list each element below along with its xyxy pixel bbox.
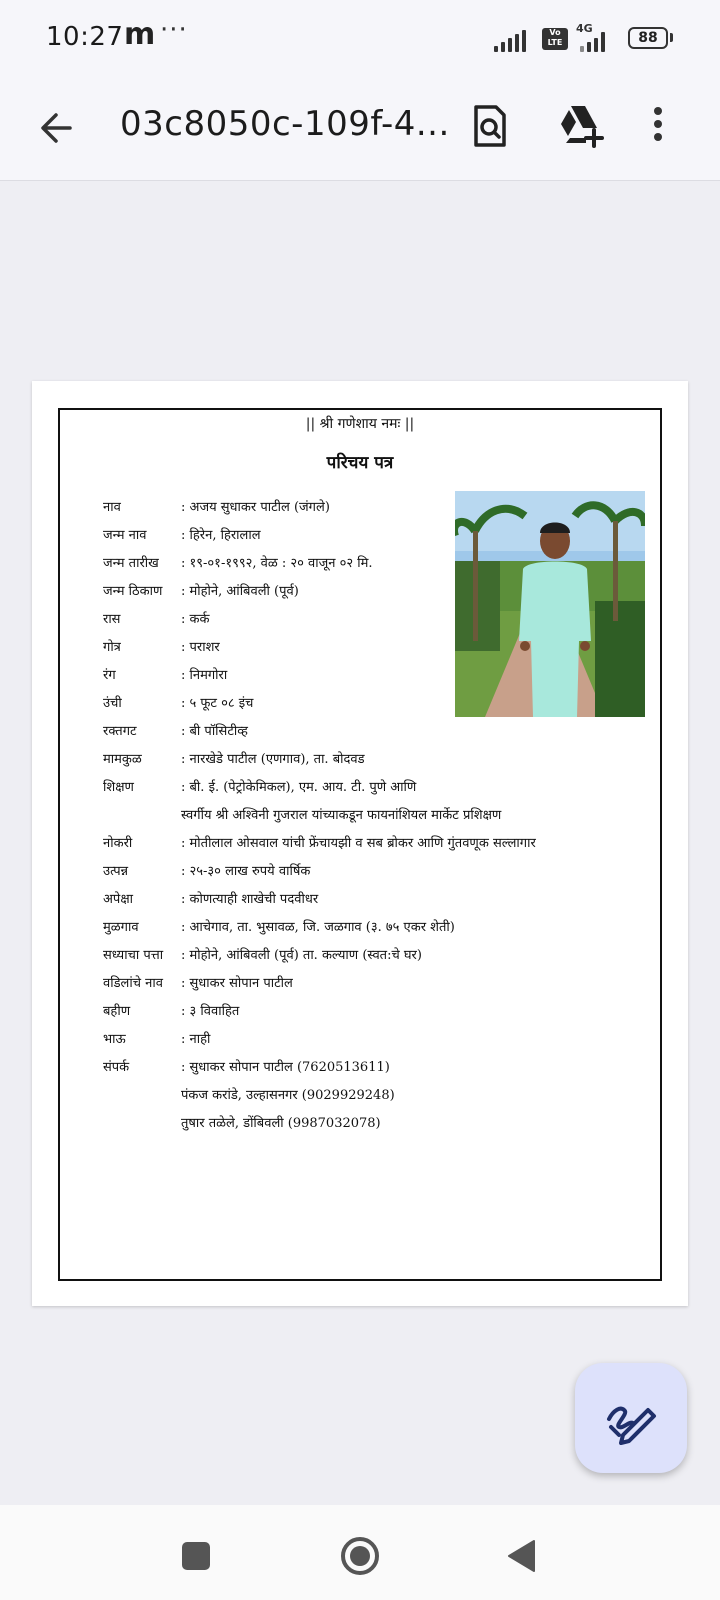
add-to-drive-button[interactable] [556,102,604,150]
recents-button[interactable] [180,1540,212,1572]
field-value: : ३ विवाहित [181,1004,240,1019]
field-label: सध्याचा पत्ता [103,948,164,963]
field-value: पंकज करांडे, उल्हासनगर (9029929248) [181,1088,395,1103]
field-value: : मोहोने, आंबिवली (पूर्व) [181,584,299,599]
field-value: : मोतीलाल ओसवाल यांची फ्रेंचायझी व सब ब्रोकर आणि गुंतवणूक सल्लागार [181,836,536,851]
field-label: जन्म ठिकाण [103,584,163,599]
profile-photo [455,491,645,717]
notification-icon: m [124,17,156,52]
more-notifications-icon: ··· [160,15,188,45]
more-options-button[interactable] [640,102,676,150]
field-label: मुळगाव [103,920,139,935]
back-button[interactable] [36,106,80,150]
field-value: : हिरेन, हिरालाल [181,528,261,543]
more-vert-icon [640,102,676,150]
field-label: भाऊ [103,1032,126,1047]
field-label: नाव [103,500,121,515]
field-label: संपर्क [103,1060,130,1075]
field-value: : नारखेडे पाटील (एणगाव), ता. बोदवड [181,752,365,767]
field-value: : २५-३० लाख रुपये वार्षिक [181,864,311,879]
field-value: : बी. ई. (पेट्रोकेमिकल), एम. आय. टी. पुणे आणि [181,780,417,795]
document-heading: परिचय पत्र [326,453,394,473]
edit-fab-button[interactable] [575,1363,687,1473]
field-value: : आचेगाव, ता. भुसावळ, जि. जळगाव (३. ७५ एकर शेती) [181,920,455,935]
field-value: : बी पॉसिटीव्ह [181,724,248,739]
field-label: बहीण [103,1004,131,1019]
field-label: शिक्षण [103,780,134,795]
field-label: उत्पन्न [103,864,129,879]
field-label: रक्तगट [103,724,137,739]
field-label: जन्म तारीख [103,556,159,571]
battery-tip [670,33,673,42]
navigation-bar [0,1505,720,1600]
arrow-left-icon [36,106,80,150]
status-bar [0,0,720,78]
home-circle-icon [340,1536,380,1576]
field-value: : पराशर [181,640,220,655]
document-frame [58,408,662,1281]
app-bar [0,78,720,181]
home-button[interactable] [340,1536,380,1576]
field-label: नोकरी [103,836,133,851]
back-nav-button[interactable] [506,1539,536,1573]
battery-icon: 88 [628,27,668,49]
field-value: स्वर्गीय श्री अश्विनी गुजराल यांच्याकडून फायनांशियल मार्केट प्रशिक्षण [181,808,502,823]
field-label: गोत्र [103,640,121,655]
network-type: 4G [576,22,593,35]
status-time: 10:27 [46,22,124,52]
field-label: उंची [103,696,122,711]
document-search-icon [466,102,514,150]
field-value: : ५ फूट ०८ इंच [181,696,254,711]
field-value: तुषार तळेले, डोंबिवली (9987032078) [181,1116,381,1131]
field-label: अपेक्षा [103,892,134,907]
field-label: रास [103,612,121,627]
document-title: 03c8050c-109f-4... [120,104,450,144]
field-value: : १९-०१-१९९२, वेळ : २० वाजून ०२ मि. [181,556,373,571]
square-icon [180,1540,212,1572]
field-value: : निमगोरा [181,668,228,683]
field-value: : अजय सुधाकर पाटील (जंगले) [181,500,330,515]
field-label: जन्म नाव [103,528,147,543]
invocation: || श्री गणेशाय नमः || [305,416,415,432]
field-value: : सुधाकर सोपान पाटील [181,976,293,991]
field-value: : मोहोने, आंबिवली (पूर्व) ता. कल्याण (स्वत:चे घर) [181,948,422,963]
drive-add-icon [556,102,604,150]
document-page[interactable] [32,381,688,1306]
field-label: वडिलांचे नाव [103,976,163,991]
field-value: : सुधाकर सोपान पाटील (7620513611) [181,1060,390,1075]
field-value: : कोणत्याही शाखेची पदवीधर [181,892,319,907]
triangle-back-icon [506,1539,536,1573]
field-value: : कर्क [181,612,210,627]
search-document-button[interactable] [466,102,514,150]
field-label: मामकुळ [103,752,142,767]
signal-icon [494,30,530,52]
volte-icon: Vo LTE [542,28,568,50]
edit-pen-icon [575,1363,687,1473]
signal-4g-icon [580,30,610,52]
field-value: : नाही [181,1032,211,1047]
field-label: रंग [103,668,116,683]
